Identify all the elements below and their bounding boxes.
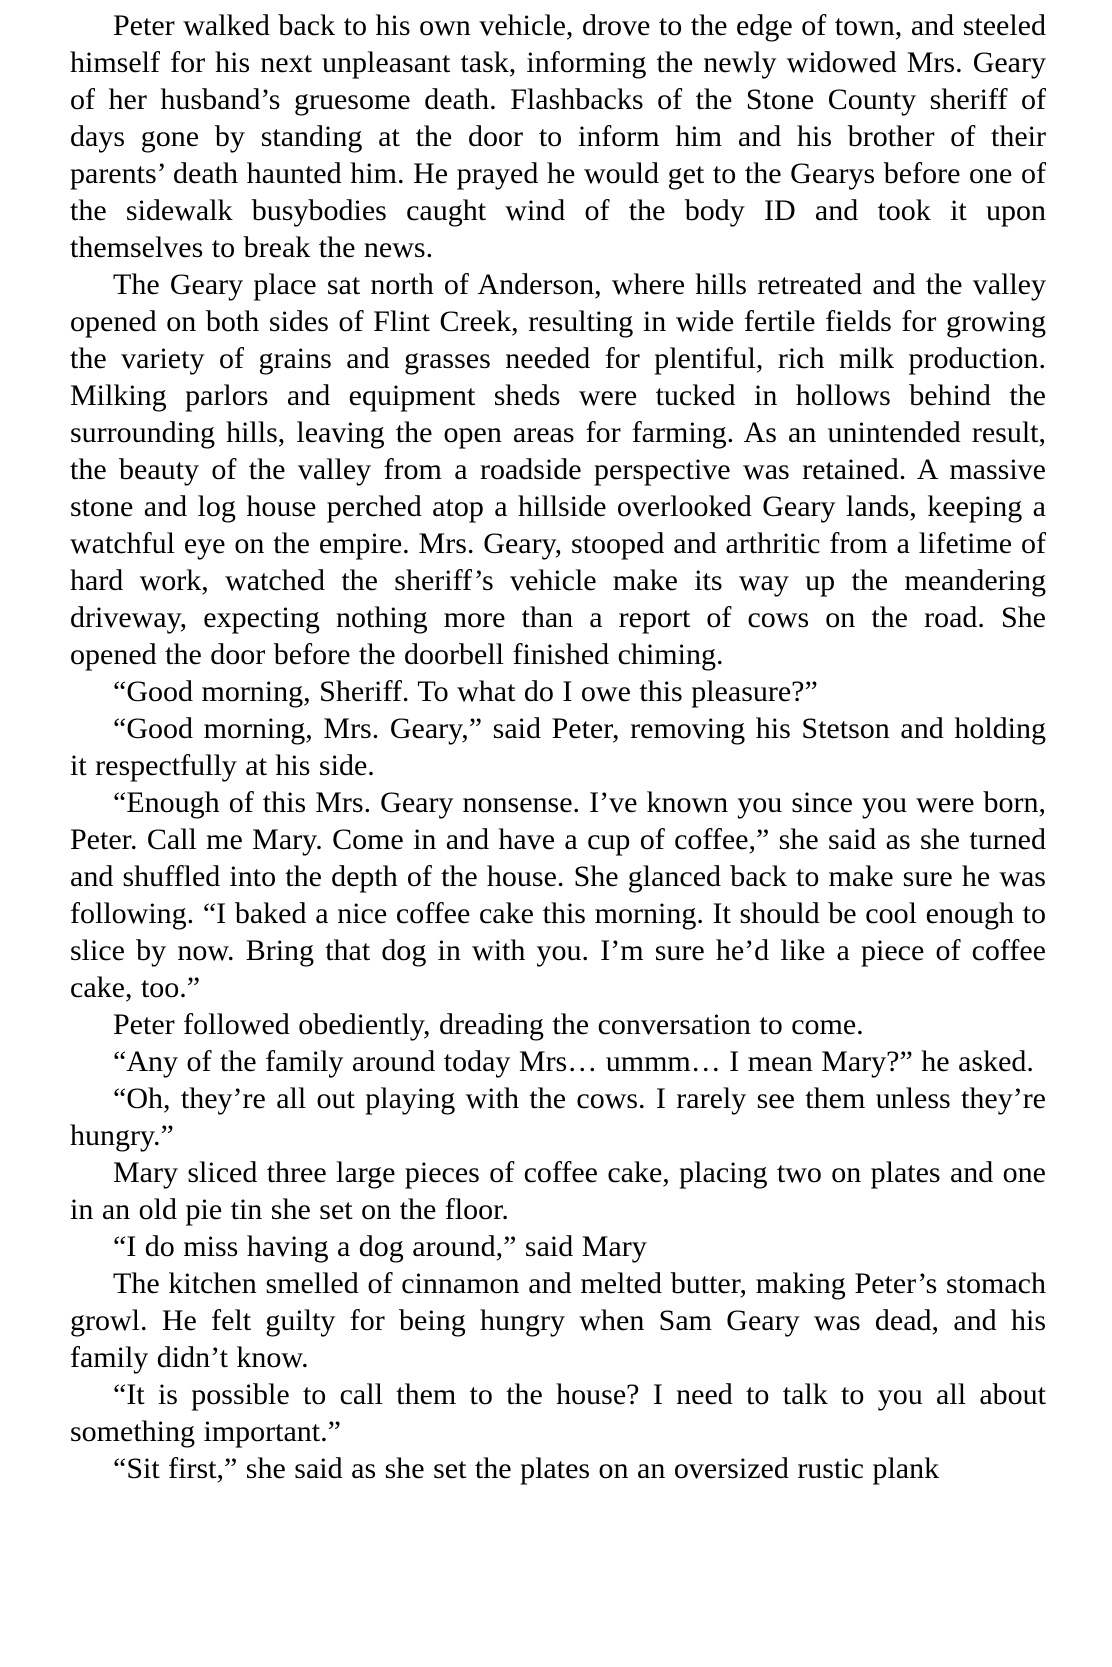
paragraph: “I do miss having a dog around,” said Mary <box>113 1230 647 1263</box>
paragraph: “Sit first,” she said as she set the plates on an oversized rustic plank <box>113 1452 940 1485</box>
paragraph: The kitchen smelled of cinnamon and melted butter, making Peter’s stomach growl. He felt guilty for being hungry when Sam Geary was dead, and his family didn’t know. <box>70 1267 1046 1374</box>
paragraph: Peter followed obediently, dreading the conversation to come. <box>113 1008 864 1041</box>
paragraph: “Oh, they’re all out playing with the cows. I rarely see them unless they’re hungry.” <box>70 1082 1046 1152</box>
paragraph: “Good morning, Sheriff. To what do I owe this pleasure?” <box>113 675 818 708</box>
paragraph: “Good morning, Mrs. Geary,” said Peter, removing his Stetson and holding it respectfully at his side. <box>70 712 1046 782</box>
paragraph: “Any of the family around today Mrs… ummm… I mean Mary?” he asked. <box>113 1045 1034 1078</box>
paragraph: “Enough of this Mrs. Geary nonsense. I’ve known you since you were born, Peter. Call me Mary. Come in and have a cup of coffee,” she said as she turned and shuffled into the depth of the house. She glanced back to make sure he was following. “I baked a nice coffee cake this morning. It should be cool enough to slice by now. Bring that dog in with you. I’m sure he’d like a piece of coffee cake, too.” <box>70 786 1046 1004</box>
paragraph: The Geary place sat north of Anderson, where hills retreated and the valley opened on both sides of Flint Creek, resulting in wide fertile fields for growing the variety of grains and grasses needed for plentiful, rich milk production. Milking parlors and equipment sheds were tucked in hollows behind the surrounding hills, leaving the open areas for farming. As an unintended result, the beauty of the valley from a roadside perspective was retained. A massive stone and log house perched atop a hillside overlooked Geary lands, keeping a watchful eye on the empire. Mrs. Geary, stooped and arthritic from a lifetime of hard work, watched the sheriff’s vehicle make its way up the meandering driveway, expecting nothing more than a report of cows on the road. She opened the door before the doorbell finished chiming. <box>70 268 1046 671</box>
paragraph: “It is possible to call them to the house? I need to talk to you all about something important.” <box>70 1378 1046 1448</box>
paragraph: Mary sliced three large pieces of coffee cake, placing two on plates and one in an old pie tin she set on the floor. <box>70 1156 1046 1226</box>
paragraph: Peter walked back to his own vehicle, drove to the edge of town, and steeled himself for his next unpleasant task, informing the newly widowed Mrs. Geary of her husband’s gruesome death. Flashbacks of the Stone County sheriff of days gone by standing at the door to inform him and his brother of their parents’ death haunted him. He prayed he would get to the Gearys before one of the sidewalk busybodies caught wind of the body ID and took it upon themselves to break the news. <box>70 9 1046 264</box>
